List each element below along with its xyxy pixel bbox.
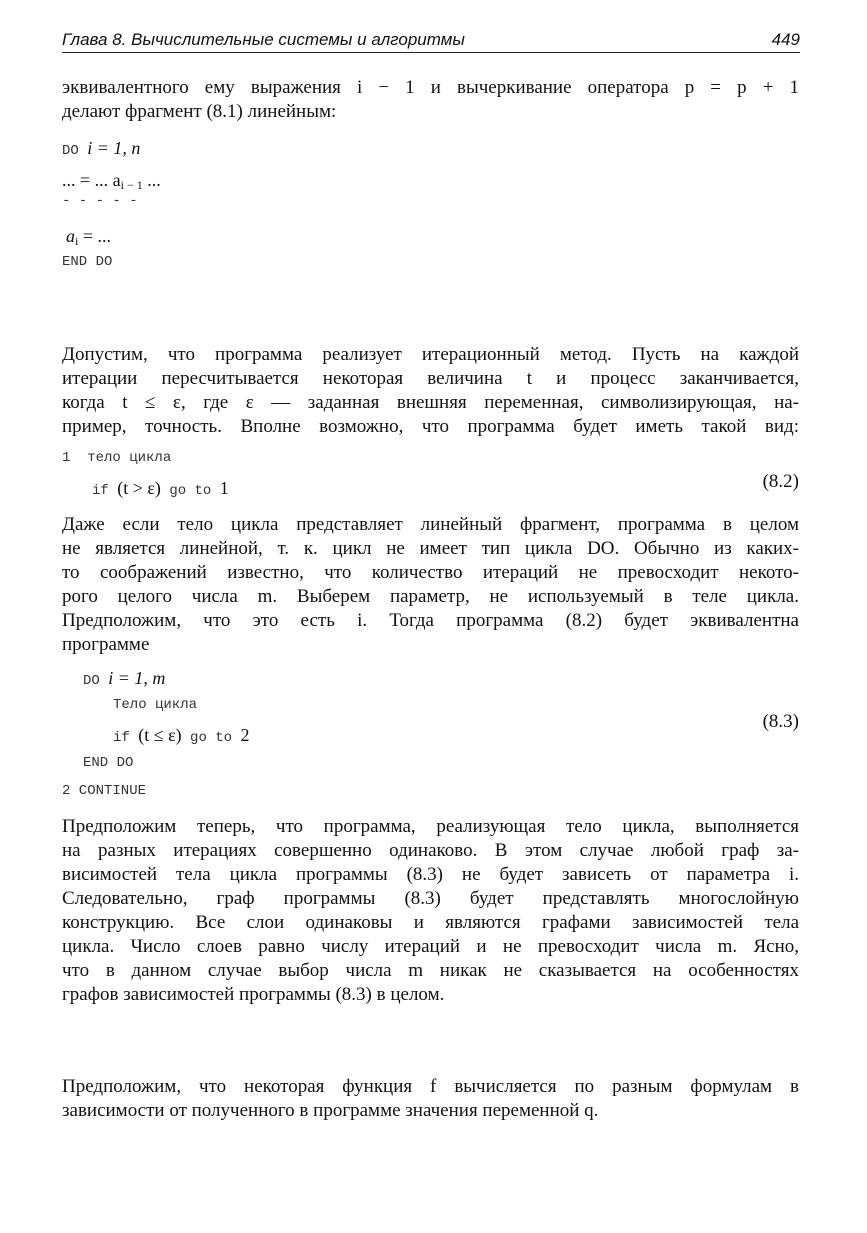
text-line: Предположим теперь, что программа, реализующая тело цикла, выполняется (62, 816, 799, 837)
text-line: цикла. Число слоев равно числу итераций и не превосходит числа m. Ясно, (62, 936, 799, 957)
text-line: графов зависимостей программы (8.3) в целом. (62, 984, 445, 1005)
page-number: 449 (771, 30, 800, 49)
code-line-if: if (t > ε) go to 1 (92, 478, 229, 499)
chapter-title: Глава 8. Вычислительные системы и алгоритмы (62, 30, 465, 49)
paragraph-linear (62, 513, 799, 657)
equation-number-8-3: (8.3) (762, 711, 799, 732)
code-line-continue: 2 CONTINUE (62, 783, 147, 799)
code-line-end-do: END DO (83, 755, 134, 771)
text-line: делают фрагмент (8.1) линейным: (62, 101, 337, 122)
text-line: зависимости от полученного в программе значения переменной q. (62, 1100, 599, 1121)
text-line: Следовательно, граф программы (8.3) будет представлять многослойную (62, 888, 799, 909)
paragraph-iterative (62, 343, 799, 439)
paragraph-intro (62, 76, 799, 124)
code-line-body: 1 тело цикла (62, 450, 172, 466)
text-line: Предположим, что это есть i. Тогда программа (8.2) будет эквивалентна (62, 610, 799, 631)
equation-number-8-2: (8.2) (762, 471, 799, 492)
code-line-end-do: END DO (62, 254, 113, 270)
text-line: рого целого числа m. Выберем параметр, не используемый в теле цикла. (62, 586, 799, 607)
paragraph-layers (62, 815, 799, 1007)
text-line: на разных итерациях совершенно одинаково. В этом случае любой граф за- (62, 840, 799, 861)
text-line: программе (62, 634, 150, 655)
text-line: Предположим, что некоторая функция f вычисляется по разным формулам в (62, 1076, 799, 1097)
text-line: итерации пересчитывается некоторая величина t и процесс заканчивается, (62, 368, 799, 389)
running-header (62, 28, 800, 53)
text-line: не является линейной, т. к. цикл не имеет тип цикла DO. Обычно из каких- (62, 538, 799, 559)
code-line-do: DO i = 1, n (62, 138, 141, 159)
text-line: Даже если тело цикла представляет линейный фрагмент, программа в целом (62, 514, 799, 535)
code-line-assign: ... = ... $a_{i - 1}$ ... (62, 170, 161, 192)
text-line: пример, точность. Вполне возможно, что программа будет иметь такой вид: (62, 416, 799, 437)
code-line-if: if (t ≤ ε) go to 2 (113, 725, 250, 746)
text-line: Допустим, что программа реализует итерационный метод. Пусть на каждой (62, 344, 799, 365)
code-line-body: Тело цикла (113, 697, 198, 713)
text-line: висимостей тела цикла программы (8.3) не будет зависеть от параметра i. (62, 864, 799, 885)
text-line: что в данном случае выбор числа m никак не сказывается на особенностях (62, 960, 799, 981)
text-line: когда t ≤ ε, где ε — заданная внешняя переменная, символизирующая, на- (62, 392, 799, 413)
text-line: то соображений известно, что количество итераций не превосходит некото- (62, 562, 799, 583)
paragraph-function-f (62, 1075, 799, 1123)
code-line-ai: $a_i$ = ... (66, 226, 111, 248)
text-line: эквивалентного ему выражения i − 1 и вычеркивание оператора p = p + 1 (62, 77, 799, 98)
text-line: конструкцию. Все слои одинаковы и являются графами зависимостей тела (62, 912, 799, 933)
code-line-do: DO i = 1, m (83, 668, 166, 689)
code-line-dashes: - - - - - (62, 193, 138, 209)
